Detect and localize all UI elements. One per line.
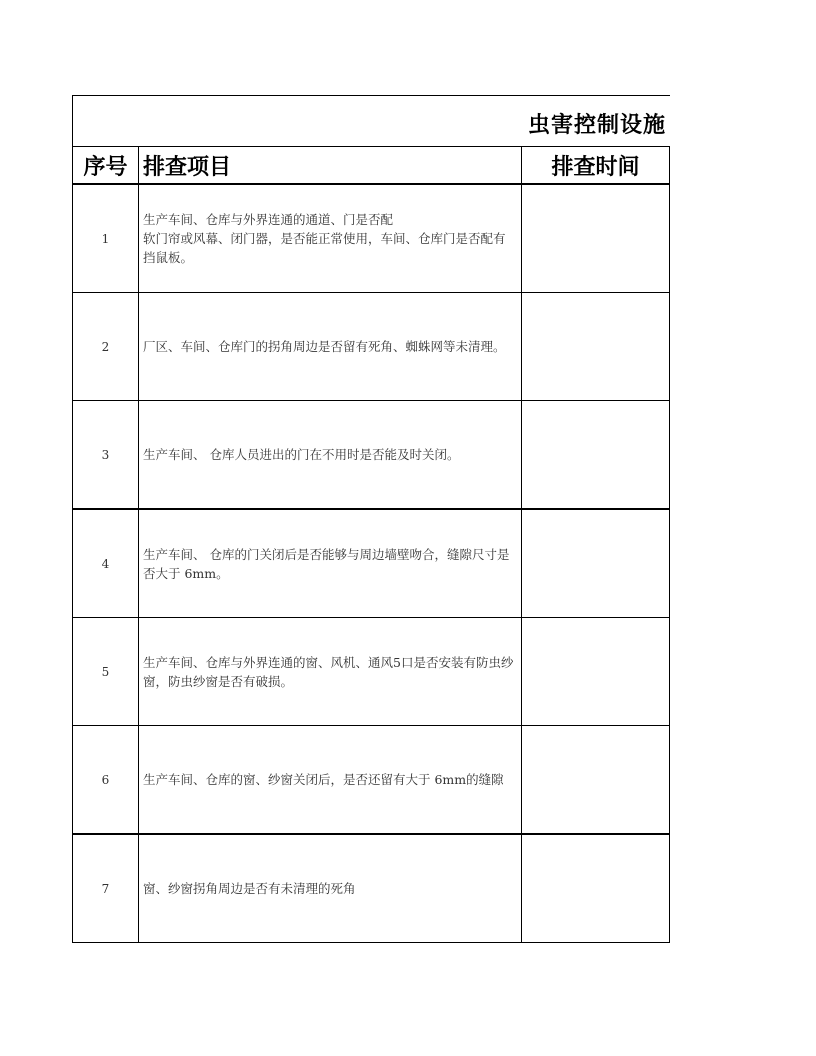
table-row [73,401,670,510]
row-item-text: 生产车间、 仓库人员进出的门在不用时是否能及时关闭。 [143,447,460,462]
row-item [139,618,522,725]
row-seq: 5 [73,618,139,725]
row-item-text: 厂区、车间、仓库门的拐角周边是否留有死角、蜘蛛网等未清理。 [143,339,506,354]
row-item-text: 生产车间、仓库与外界连通的通道、门是否配 软门帘或风幕、闭门器，是否能正常使用，车间、仓库门是否配有挡鼠板。 [143,212,506,265]
row-item [139,185,522,292]
row-seq: 3 [73,401,139,508]
inspection-table [72,95,670,943]
row-time[interactable] [522,401,670,508]
title-row [73,96,670,147]
row-time[interactable] [522,726,670,833]
row-item-text: 窗、纱窗拐角周边是否有未清理的死角 [143,881,356,896]
header-item: 排查项目 [139,147,522,183]
table-row [73,726,670,835]
row-time[interactable] [522,185,670,292]
row-time[interactable] [522,293,670,400]
row-seq: 6 [73,726,139,833]
header-seq: 序号 [73,147,139,183]
row-item-text: 生产车间、 仓库的门关闭后是否能够与周边墙壁吻合，缝隙尺寸是否大于 6mm。 [143,546,510,581]
row-item-text: 生产车间、仓库与外界连通的窗、风机、通风5口是否安装有防虫纱窗，防虫纱窗是否有破损。 [143,654,514,689]
table-row [73,510,670,618]
header-row [73,147,670,185]
row-time[interactable] [522,618,670,725]
row-seq: 1 [73,185,139,292]
row-seq: 7 [73,835,139,942]
table-row [73,835,670,943]
row-item [139,401,522,508]
row-item [139,293,522,400]
sheet-title: 虫害控制设施 [528,112,667,138]
row-time[interactable] [522,835,670,942]
header-time: 排查时间 [522,147,670,183]
row-seq: 2 [73,293,139,400]
row-time[interactable] [522,510,670,617]
row-item [139,835,522,942]
table-row [73,293,670,401]
row-item [139,726,522,833]
row-item-text: 生产车间、仓库的窗、纱窗关闭后，是否还留有大于 6mm的缝隙 [143,772,504,787]
table-row [73,618,670,726]
table-row [73,185,670,293]
row-seq: 4 [73,510,139,617]
row-item [139,510,522,617]
